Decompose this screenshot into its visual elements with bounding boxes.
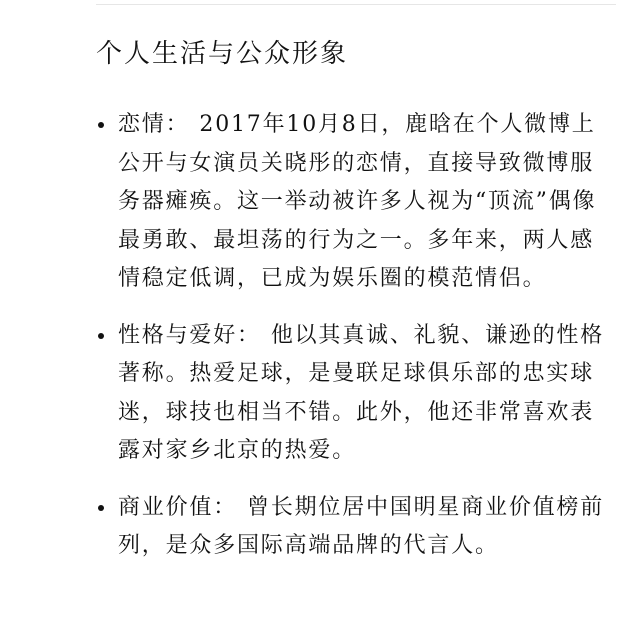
bullet-item-commercial (96, 489, 616, 566)
bullet-list (96, 106, 616, 584)
bullet-dot-icon (98, 505, 104, 511)
bullet-text: 2017年10月8日，鹿晗在个人微博上公开与女演员关晓彤的恋情，直接导致微博服务器瘫痪。这一举动被许多人视为“顶流”偶像最勇敢、最坦荡的行为之一。多年来，两人感情稳定低调，已成为娱乐圈的模范情侣。 (118, 112, 597, 291)
bullet-item-romance (96, 106, 616, 299)
bullet-dot-icon (98, 333, 104, 339)
bullet-label: 商业价值： (118, 494, 238, 520)
bullet-text: 他以其真诚、礼貌、谦逊的性格著称。热爱足球，是曼联足球俱乐部的忠实球迷，球技也相当不错。此外，他还非常喜欢表露对家乡北京的热爱。 (118, 322, 605, 463)
bullet-item-personality (96, 317, 616, 471)
bullet-text: 曾长期位居中国明星商业价值榜前列，是众多国际高端品牌的代言人。 (118, 494, 605, 558)
bullet-label: 性格与爱好： (118, 322, 261, 348)
top-divider (96, 4, 616, 5)
section-heading: 个人生活与公众形象 (96, 39, 349, 69)
bullet-dot-icon (98, 122, 104, 128)
bullet-label: 恋情： (118, 112, 190, 137)
